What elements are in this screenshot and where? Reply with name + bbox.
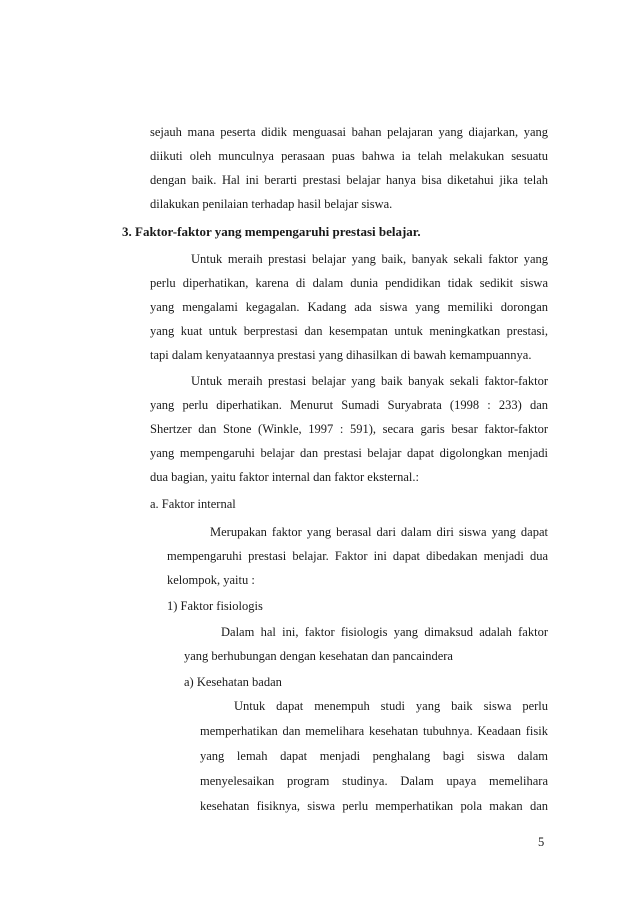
para2-line-2: yang perlu diperhatikan. Menurut Sumadi Suryabrata (1998 : 233) dan: [150, 398, 548, 412]
intro-line-1: sejauh mana peserta didik menguasai bahan pelajaran yang diajarkan, yang: [150, 125, 548, 139]
page-number: 5: [538, 835, 545, 849]
sub-aa-line-4: menyelesaikan program studinya. Dalam upaya memelihara: [200, 774, 548, 788]
sub-aa-line-5: kesehatan fisiknya, siswa perlu memperhatikan pola makan dan: [200, 799, 548, 813]
sub-aa-line-1: Untuk dapat menempuh studi yang baik siswa perlu: [234, 699, 548, 713]
intro-line-2: diikuti oleh munculnya perasaan puas bahwa ia telah melakukan sesuatu: [150, 149, 548, 163]
para2-line-5: dua bagian, yaitu faktor internal dan faktor eksternal.:: [150, 470, 419, 484]
para2-line-4: yang mempengaruhi belajar dan prestasi belajar dapat digolongkan menjadi: [150, 446, 548, 460]
sub-aa-heading: a) Kesehatan badan: [184, 675, 282, 689]
sub-a-heading: a. Faktor internal: [150, 497, 236, 511]
intro-line-3: dengan baik. Hal ini berarti prestasi belajar hanya bisa diketahui jika telah: [150, 173, 548, 187]
para1-line-3: yang mengalami kegagalan. Kadang ada siswa yang memiliki dorongan: [150, 300, 548, 314]
sub-a-line-2: mempengaruhi prestasi belajar. Faktor ini dapat dibedakan menjadi dua: [167, 549, 548, 563]
para2-line-3: Shertzer dan Stone (Winkle, 1997 : 591), secara garis besar faktor-faktor: [150, 422, 548, 436]
sub-1-line-2: yang berhubungan dengan kesehatan dan pancaindera: [184, 649, 453, 663]
para1-line-2: perlu diperhatikan, karena di dalam dunia pendidikan tidak sedikit siswa: [150, 276, 548, 290]
sub-aa-line-3: yang lemah dapat menjadi penghalang bagi siswa dalam: [200, 749, 548, 763]
section-3-heading: 3. Faktor-faktor yang mempengaruhi prestasi belajar.: [122, 224, 421, 239]
para2-line-1: Untuk meraih prestasi belajar yang baik banyak sekali faktor-faktor: [191, 374, 548, 388]
sub-a-line-1: Merupakan faktor yang berasal dari dalam diri siswa yang dapat: [210, 525, 548, 539]
intro-line-4: dilakukan penilaian terhadap hasil belajar siswa.: [150, 197, 393, 211]
para1-line-5: tapi dalam kenyataannya prestasi yang dihasilkan di bawah kemampuannya.: [150, 348, 532, 362]
sub-a-line-3: kelompok, yaitu :: [167, 573, 255, 587]
sub-1-line-1: Dalam hal ini, faktor fisiologis yang dimaksud adalah faktor: [221, 625, 548, 639]
para1-line-4: yang kuat untuk berprestasi dan kesempatan untuk meningkatkan prestasi,: [150, 324, 548, 338]
sub-aa-line-2: memperhatikan dan memelihara kesehatan tubuhnya. Keadaan fisik: [200, 724, 548, 738]
para1-line-1: Untuk meraih prestasi belajar yang baik, banyak sekali faktor yang: [191, 252, 548, 266]
sub-1-heading: 1) Faktor fisiologis: [167, 599, 263, 613]
